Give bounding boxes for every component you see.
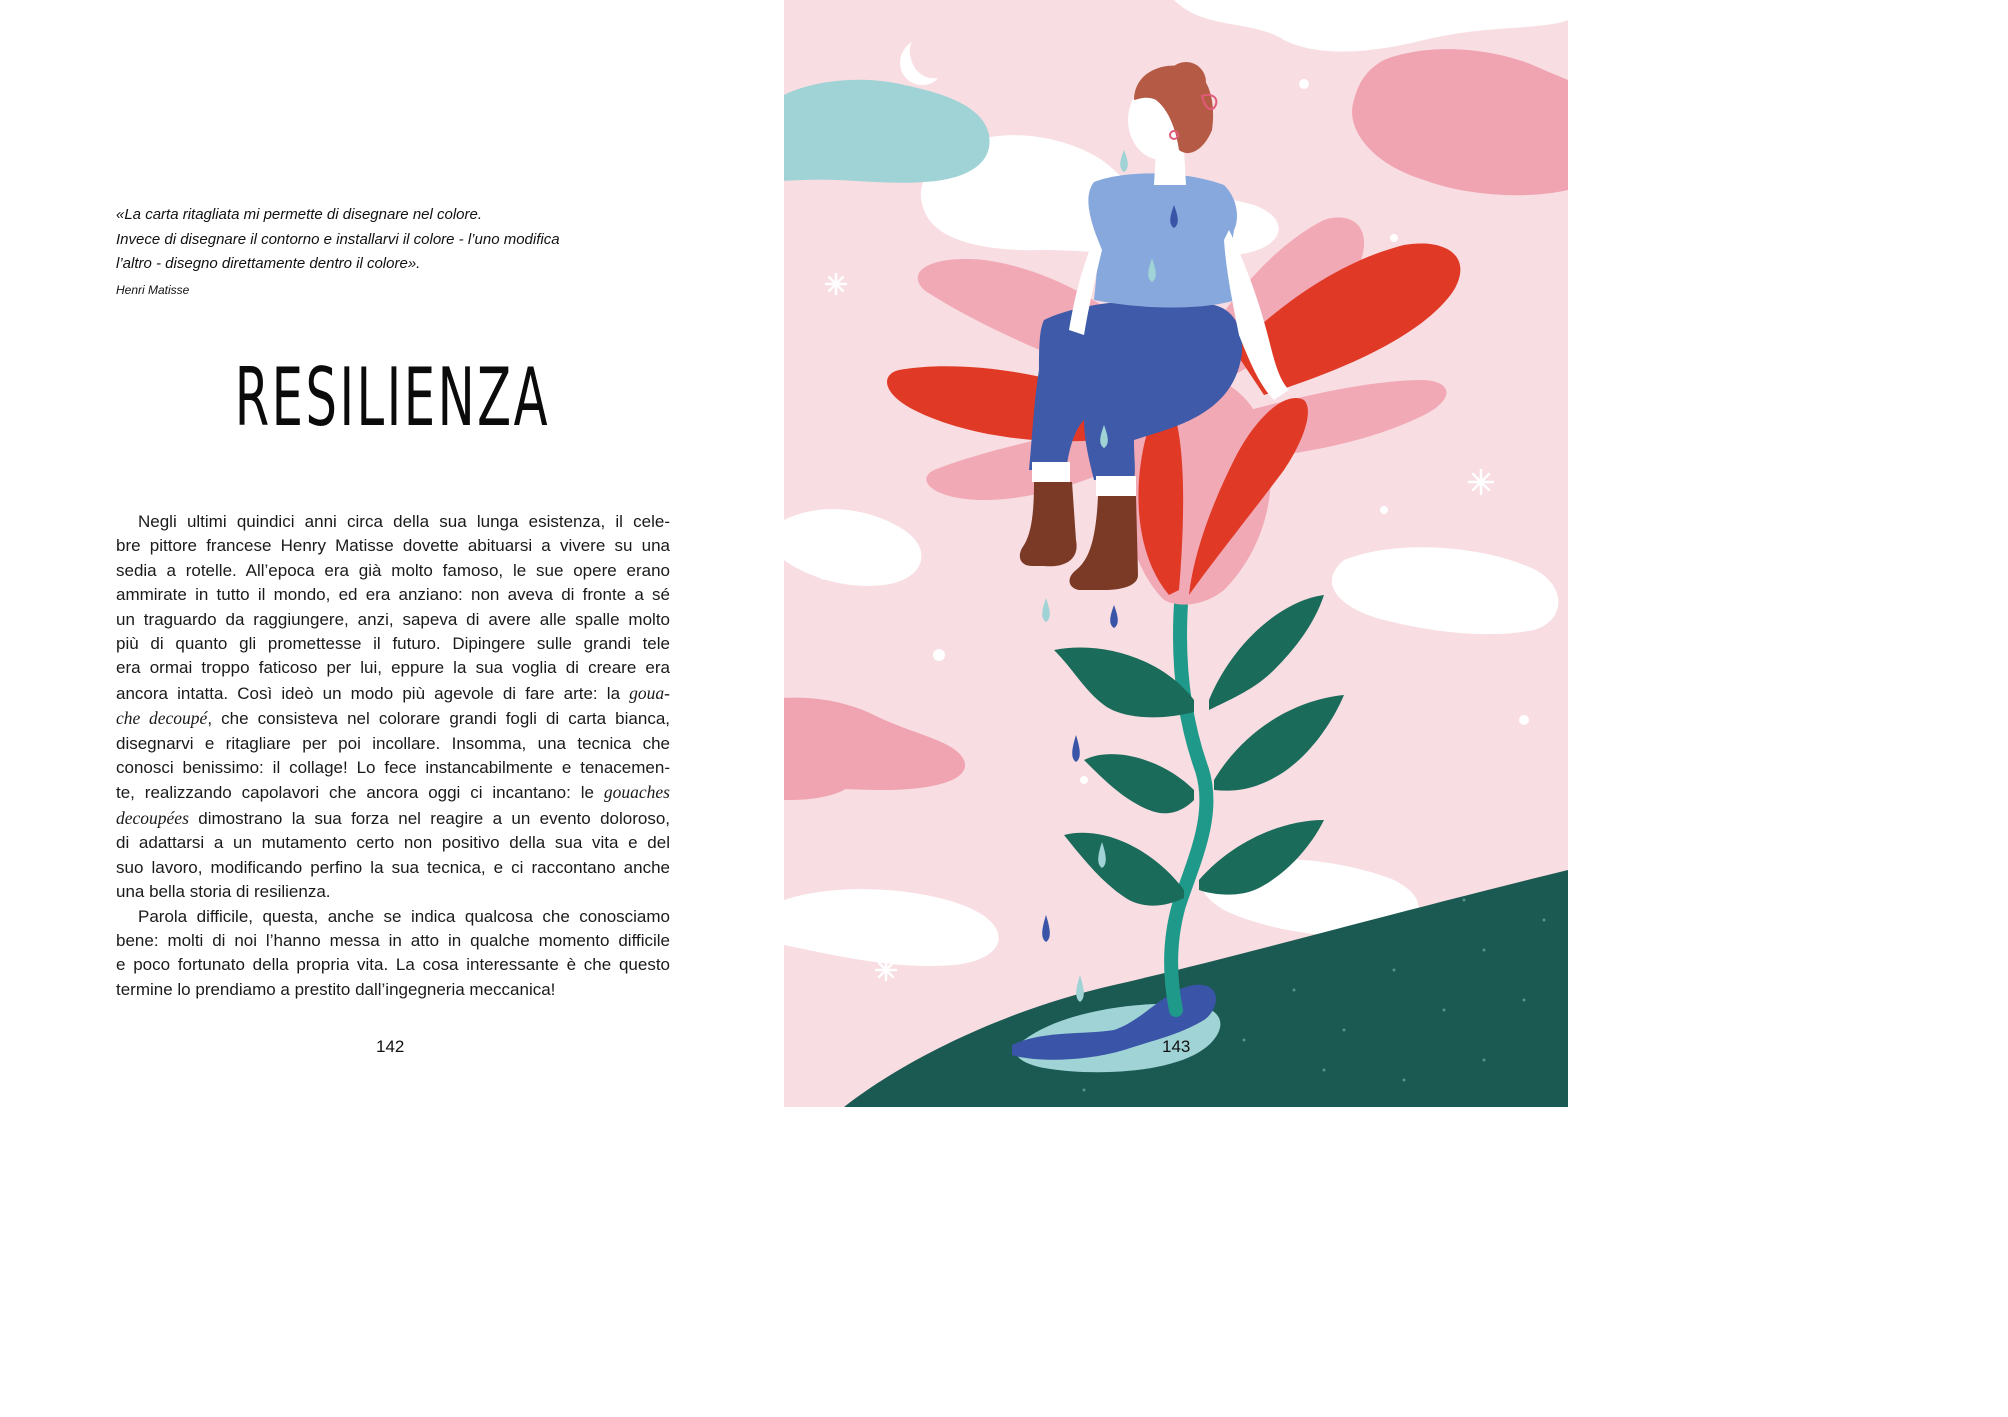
body-line	[116, 780, 670, 805]
body-line	[116, 706, 670, 731]
body-line: conosci benissimo: il collage! Lo fece instancabilmente e tenacemen-	[116, 758, 670, 778]
body-line: di adattarsi a un mutamento certo non positivo della sua vita e del	[116, 833, 670, 853]
sock-left	[1032, 462, 1070, 482]
body-line-text: , che consisteva nel colorare grandi fogli di carta bianca,	[207, 709, 670, 729]
epigraph-quote	[116, 203, 676, 300]
body-line: bre pittore francese Henry Matisse dovette abituarsi a vivere su una	[116, 536, 670, 556]
italic-term: che decoupé	[116, 708, 208, 729]
sock-right	[1096, 476, 1136, 496]
body-line: un traguardo da raggiungere, anzi, sapeva di avere alle spalle molto	[116, 609, 670, 629]
hair-bun	[1166, 62, 1206, 102]
body-line: più di quanto gli promettesse il futuro. Dipingere sulle grandi tele	[116, 634, 670, 654]
italic-term: gouaches	[603, 782, 670, 803]
body-line: suo lavoro, modificando perfino la sua tecnica, e ci raccontano anche	[116, 857, 670, 877]
body-line: una bella storia di resilienza.	[116, 882, 331, 902]
body-line	[116, 806, 670, 831]
body-line-text: dimostrano la sua forza nel reagire a un evento doloroso,	[198, 808, 670, 828]
epigraph-line: Invece di disegnare il contorno e installarvi il colore - l’uno modifica	[116, 230, 560, 248]
body-line: termine lo prendiamo a prestito dall’ingegneria meccanica!	[116, 979, 556, 999]
page-number-right: 143	[1162, 1037, 1191, 1056]
italic-term: goua-	[629, 682, 670, 703]
epigraph-author: Henri Matisse	[116, 282, 190, 297]
italic-term: decoupées	[116, 807, 189, 828]
body-line-text: te, realizzando capolavori che ancora oggi ci incantano: le	[116, 783, 594, 803]
epigraph-line: l’altro - disegno direttamente dentro il colore».	[116, 255, 421, 272]
shirt	[1088, 173, 1237, 307]
right-page-illustration	[784, 0, 1568, 1107]
body-line-text: ancora intatta. Così ideò un modo più agevole di fare arte: la	[116, 683, 621, 703]
page-number-left: 142	[376, 1037, 405, 1056]
body-line	[116, 681, 670, 706]
body-line: disegnarvi e ritagliare per poi incollare. Insomma, una tecnica che	[116, 733, 670, 753]
body-line: bene: molti di noi l’hanno messa in atto in qualche momento difficile	[116, 930, 670, 950]
illustration-svg	[784, 0, 1568, 1107]
body-line: Negli ultimi quindici anni circa della sua lunga esistenza, il cele-	[138, 512, 670, 531]
body-line: era ormai troppo faticoso per lui, eppure la sua voglia di creare era	[116, 658, 670, 678]
body-line: Parola difficile, questa, anche se indica qualcosa che conosciamo	[138, 906, 670, 926]
epigraph-line: «La carta ritagliata mi permette di disegnare nel colore.	[116, 206, 483, 223]
body-line: ammirate in tutto il mondo, ed era anziano: non aveva di fronte a sé	[116, 585, 670, 605]
left-page	[0, 0, 784, 1107]
body-line: e poco fortunato della propria vita. La cosa interessante è che questo	[116, 955, 670, 975]
chapter-title: RESILIENZA	[234, 351, 551, 444]
body-text	[116, 510, 670, 1002]
body-line: sedia a rotelle. All’epoca era già molto famoso, le sue opere erano	[116, 560, 670, 580]
